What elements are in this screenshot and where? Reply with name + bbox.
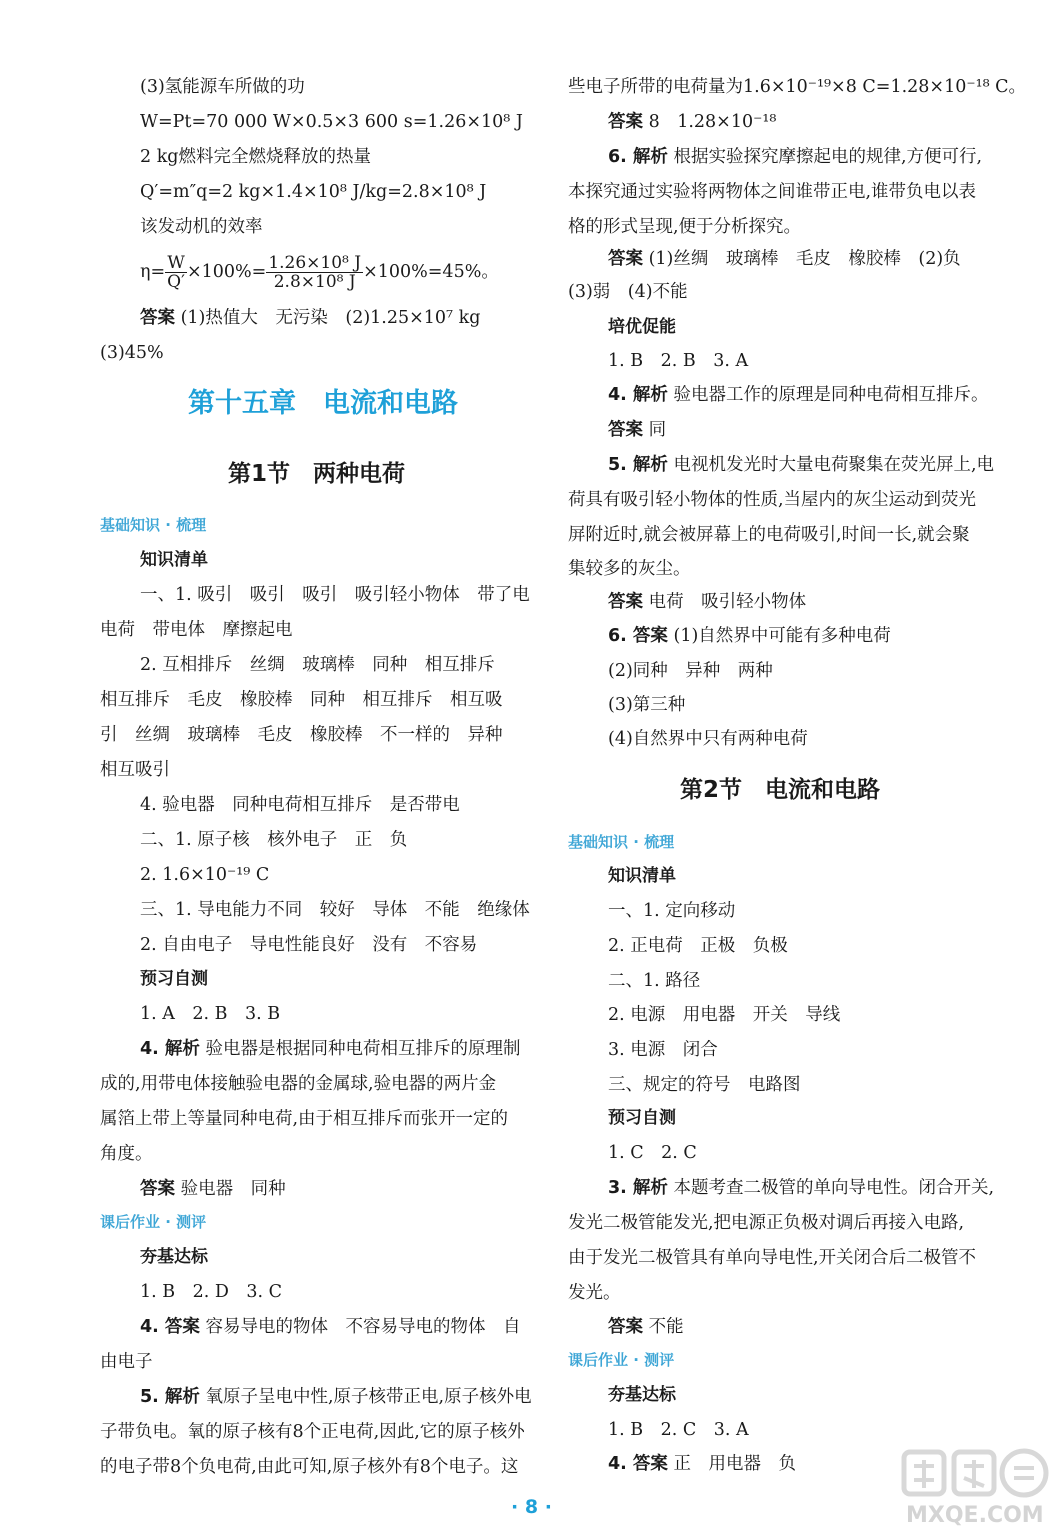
answer-line: 6. 答案 (1)自然界中可能有多种电荷 [608,626,891,646]
text-line: 2. 自由电子 导电性能良好 没有 不容易 [140,935,478,955]
answer-line: 答案 电荷 吸引轻小物体 [608,592,807,612]
subsection-header: 夯基达标 [140,1247,208,1267]
text-line: 一、1. 吸引 吸引 吸引 吸引轻小物体 带了电 [140,585,530,605]
formula-line: Q′=m″q=2 kg×1.4×10⁸ J/kg=2.8×10⁸ J [140,182,487,202]
text-line: 2. 1.6×10⁻¹⁹ C [140,865,270,885]
answer-line: 答案 (1)丝绸 玻璃棒 毛皮 橡胶棒 (2)负 [608,249,961,269]
analysis-line: 4. 解析 验电器是根据同种电荷相互排斥的原理制 [140,1039,521,1059]
section-title: 第1节 两种电荷 [228,461,406,487]
text-line: (4)自然界中只有两种电荷 [608,729,808,749]
text-line: 2 kg燃料完全燃烧释放的热量 [140,147,372,167]
answer-line: 答案 (1)热值大 无污染 (2)1.25×10⁷ kg [140,308,481,328]
text-line: 1. A 2. B 3. B [140,1004,281,1024]
eta-prefix: η= [140,262,166,282]
analysis-line: 6. 解析 根据实验探究摩擦起电的规律,方便可行, [608,147,983,167]
answer-line: 4. 答案 正 用电器 负 [608,1454,796,1474]
efficiency-formula [140,252,499,292]
subsection-header: 培优促能 [608,317,676,337]
analysis-line: 5. 解析 氧原子呈电中性,原子核带正电,原子核外电 [140,1387,532,1407]
text-line: 属箔上带上等量同种电荷,由于相互排斥而张开一定的 [100,1109,509,1129]
text-line: 3. 电源 闭合 [608,1040,718,1060]
eta-suffix: ×100%=45%。 [363,262,499,282]
text-line: 荷具有吸引轻小物体的性质,当屋内的灰尘运动到荧光 [568,490,977,510]
formula-line: W=Pt=70 000 W×0.5×3 600 s=1.26×10⁸ J [140,112,523,132]
text-line: 2. 互相排斥 丝绸 玻璃棒 同种 相互排斥 [140,655,495,675]
text-line: 三、1. 导电能力不同 较好 导体 不能 绝缘体 [140,900,530,920]
text-line: 发光。 [568,1283,621,1303]
answer-line: 答案 8 1.28×10⁻¹⁸ [608,112,777,132]
analysis-line: 5. 解析 电视机发光时大量电荷聚集在荧光屏上,电 [608,455,995,475]
text-line: (3)第三种 [608,695,686,715]
subsection-header: 知识清单 [608,866,676,886]
text-line: (3)45% [100,343,164,363]
text-line: 格的形式呈现,便于分析探究。 [568,217,802,237]
text-line: 1. C 2. C [608,1143,697,1163]
text-line: 角度。 [100,1144,153,1164]
text-line: 4. 验电器 同种电荷相互排斥 是否带电 [140,795,460,815]
subsection-header: 预习自测 [608,1108,676,1128]
section-header: 课后作业 · 测评 [100,1213,207,1231]
text-line: 三、规定的符号 电路图 [608,1075,801,1095]
page-number: · 8 · [511,1496,552,1518]
text-line: 相互吸引 [100,760,170,780]
text-line: 1. B 2. D 3. C [140,1282,283,1302]
text-line: (3)弱 (4)不能 [568,282,688,302]
watermark-url: MXQE.COM [906,1503,1044,1528]
text-line: 由电子 [100,1352,153,1372]
fraction-values: $\frac{\text{1.26×10⁸ J}}{\text{2.8×10⁸ J}}$ [268,253,362,292]
fraction-w-over-q: $\frac{W}{Q'}$ [167,253,185,292]
section-title: 第2节 电流和电路 [680,777,881,803]
watermark-logo [900,1448,1056,1530]
text-line: (2)同种 异种 两种 [608,661,773,681]
text-line: 子带负电。氧的原子核有8个正电荷,因此,它的原子核外 [100,1422,525,1442]
text-line: 一、1. 定向移动 [608,901,736,921]
text-line: 屏附近时,就会被屏幕上的电荷吸引,时间一长,就会聚 [568,525,970,545]
section-header: 课后作业 · 测评 [568,1351,675,1369]
answer-line: 4. 答案 容易导电的物体 不容易导电的物体 自 [140,1317,521,1337]
answer-label: 答案 [140,308,175,328]
section-header: 基础知识 · 梳理 [100,516,207,534]
subsection-header: 预习自测 [140,969,208,989]
text-line: 2. 正电荷 正极 负极 [608,936,788,956]
analysis-line: 3. 解析 本题考查二极管的单向导电性。闭合开关, [608,1178,995,1198]
text-line: 的电子带8个负电荷,由此可知,原子核外有8个电子。这 [100,1457,519,1477]
text-line: 成的,用带电体接触验电器的金属球,验电器的两片金 [100,1074,497,1094]
text-line: 2. 电源 用电器 开关 导线 [608,1005,841,1025]
chapter-title: 第十五章 电流和电路 [188,388,458,419]
text-line: 由于发光二极管具有单向导电性,开关闭合后二极管不 [568,1248,977,1268]
text-line: 发光二极管能发光,把电源正负极对调后再接入电路, [568,1213,965,1233]
text-line: 二、1. 路径 [608,971,701,991]
text-line: 该发动机的效率 [140,217,263,237]
section-header: 基础知识 · 梳理 [568,833,675,851]
text-line: 集较多的灰尘。 [568,559,691,579]
answer-line: 答案 验电器 同种 [140,1179,286,1199]
text-line: 1. B 2. C 3. A [608,1420,749,1440]
text-line: 本探究通过实验将两物体之间谁带正电,谁带负电以表 [568,182,977,202]
text-line: 引 丝绸 玻璃棒 毛皮 橡胶棒 不一样的 异种 [100,725,503,745]
eta-mid: ×100%= [186,262,267,282]
answer-line: 答案 不能 [608,1317,684,1337]
subsection-header: 知识清单 [140,550,208,570]
answer-line: 答案 同 [608,420,667,440]
text-line: 电荷 带电体 摩擦起电 [100,620,293,640]
text-line: 相互排斥 毛皮 橡胶棒 同种 相互排斥 相互吸 [100,690,503,710]
text-line: 1. B 2. B 3. A [608,351,749,371]
analysis-line: 4. 解析 验电器工作的原理是同种电荷相互排斥。 [608,385,989,405]
subsection-header: 夯基达标 [608,1385,676,1405]
text-line: 些电子所带的电荷量为1.6×10⁻¹⁹×8 C=1.28×10⁻¹⁸ C。 [568,77,1027,97]
text-line: 二、1. 原子核 核外电子 正 负 [140,830,408,850]
text-line: (3)氢能源车所做的功 [140,77,305,97]
